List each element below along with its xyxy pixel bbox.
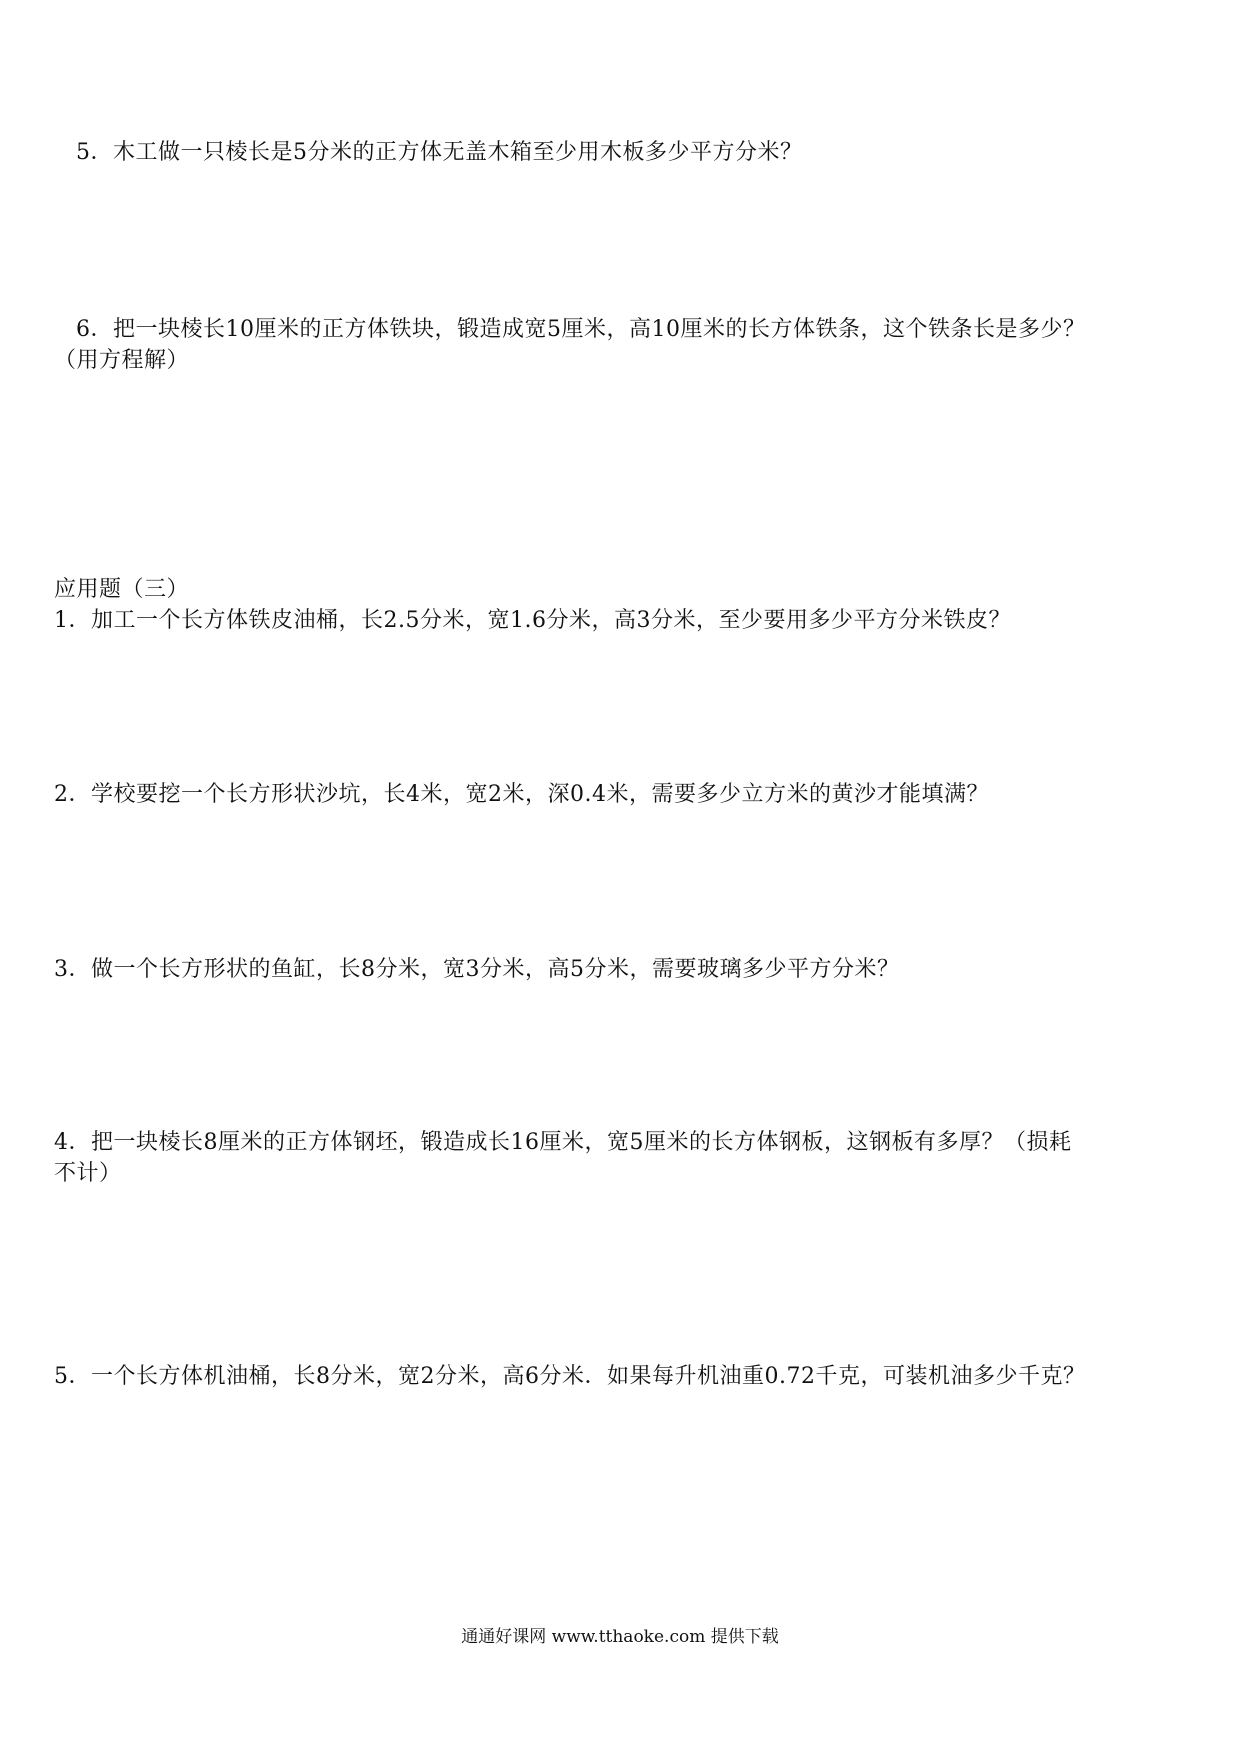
footer-credit: 通通好课网 www.tthaoke.com 提供下载 — [461, 1627, 779, 1647]
question-b4-line1: 4．把一块棱长8厘米的正方体钢坯，锻造成长16厘米，宽5厘米的长方体钢板，这钢板有多厚？（损耗 — [54, 1130, 1072, 1155]
question-b2: 2．学校要挖一个长方形状沙坑，长4米，宽2米，深0.4米，需要多少立方米的黄沙才能填满？ — [54, 782, 989, 807]
question-a6-line2: （用方程解） — [54, 348, 190, 373]
question-b4-line2: 不计） — [54, 1161, 122, 1186]
section-heading: 应用题（三） — [54, 577, 190, 602]
question-b3: 3．做一个长方形状的鱼缸，长8分米，宽3分米，高5分米，需要玻璃多少平方分米？ — [54, 957, 900, 982]
question-a5: 5．木工做一只棱长是5分米的正方体无盖木箱至少用木板多少平方分米？ — [76, 140, 803, 165]
question-a6-line1: 6．把一块棱长10厘米的正方体铁块，锻造成宽5厘米，高10厘米的长方体铁条，这个铁条长是多少？ — [76, 317, 1086, 342]
question-b1: 1．加工一个长方体铁皮油桶，长2.5分米，宽1.6分米，高3分米，至少要用多少平方分米铁皮？ — [54, 608, 1011, 633]
question-b5: 5．一个长方体机油桶，长8分米，宽2分米，高6分米．如果每升机油重0.72千克，可装机油多少千克？ — [54, 1364, 1086, 1389]
